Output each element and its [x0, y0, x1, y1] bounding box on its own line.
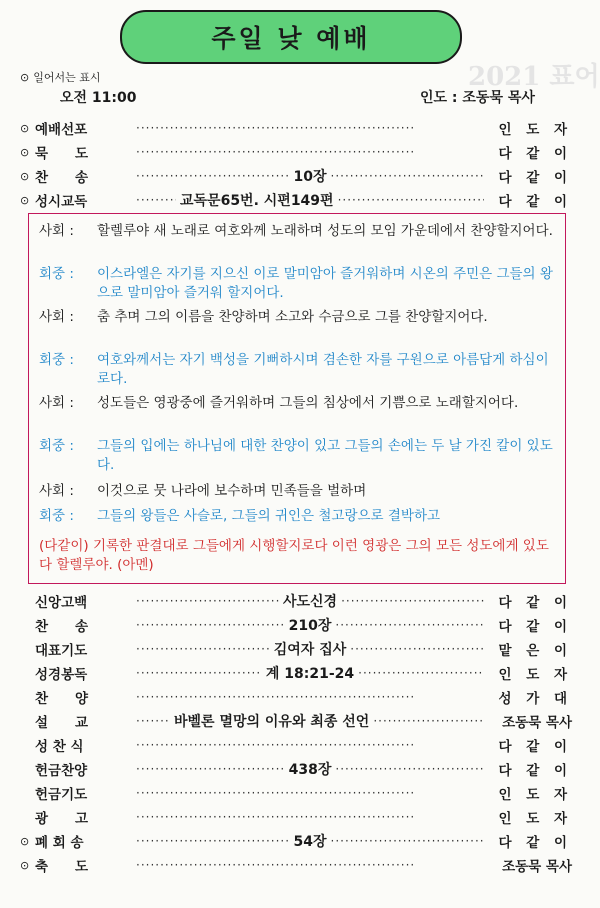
order-item-offertory [20, 757, 572, 781]
order-name: 성시교독 [35, 194, 88, 210]
order-item-creed [20, 589, 572, 613]
order-leader-dots [136, 166, 484, 186]
order-item-prayer [20, 637, 572, 661]
order-responsible: 다 같 이 [498, 619, 572, 635]
order-item-offering-prayer [20, 781, 572, 805]
order-name: 신앙고백 [35, 595, 88, 611]
order-item-sermon [20, 709, 572, 733]
order-content: 438장 [288, 762, 332, 778]
order-leader-dots [136, 786, 484, 800]
background-watermark: 2021 표어 [468, 62, 600, 92]
order-name: 찬 양 [35, 691, 89, 707]
standing-note [20, 69, 100, 85]
standing-mark-icon: ⊙ [20, 169, 30, 183]
standing-mark-icon: ⊙ [20, 145, 30, 159]
order-name: 축 도 [35, 859, 89, 875]
order-leader-dots [136, 738, 484, 752]
order-leader-dots [136, 615, 484, 635]
order-name: 광 고 [35, 811, 89, 827]
page-title: 주일 낮 예배 [120, 10, 462, 64]
order-leader-dots [136, 663, 484, 683]
order-responsible: 인 도 자 [498, 811, 572, 827]
order-item-benediction [20, 853, 572, 877]
order-responsible: 다 같 이 [498, 595, 572, 611]
responsive-line-together: (다같이) 기록한 판결대로 그들에게 시행할지로다 이런 영광은 그의 모든 성도에게 있도다 할렐루야. (아멘) [39, 538, 549, 573]
order-leader-dots [136, 591, 484, 611]
order-leader-dots [136, 145, 484, 159]
order-item-communion [20, 733, 572, 757]
order-name: 성 찬 식 [35, 739, 84, 755]
order-name: 찬 송 [35, 170, 89, 186]
order-content: 계 18:21-24 [265, 666, 355, 682]
order-responsible: 다 같 이 [498, 194, 572, 210]
responsive-line-congregation: 회중 : 그들의 왕들은 사슬로, 그들의 귀인은 철고랑으로 결박하고 [39, 508, 441, 524]
order-item-scripture [20, 661, 572, 685]
standing-mark-icon: ⊙ [20, 193, 30, 207]
order-leader-dots [136, 639, 484, 659]
order-name: 헌금기도 [35, 787, 88, 803]
order-content: 교독문65번. 시편149편 [180, 193, 334, 209]
responsive-line-leader: 사회 : 이것으로 뭇 나라에 보수하며 민족들을 벌하며 [39, 483, 367, 499]
order-item-call-to-worship [20, 116, 572, 140]
order-leader-dots [136, 690, 484, 704]
order-name: 대표기도 [35, 643, 88, 659]
order-responsible: 성 가 대 [498, 691, 572, 707]
order-responsible: 다 같 이 [498, 170, 572, 186]
order-content: 김여자 집사 [273, 642, 347, 658]
order-name: 헌금찬양 [35, 763, 88, 779]
responsive-line-congregation: 회중 : 이스라엘은 자기를 지으신 이로 말미암아 즐거워하며 시온의 주민은 그들의 왕으로 말미암아 즐거워 할지어다. [39, 266, 553, 301]
responsive-reading-box [28, 213, 566, 584]
service-leader: 인도 : 조동묵 목사 [420, 90, 535, 106]
order-content: 210장 [288, 618, 332, 634]
order-responsible: 인 도 자 [498, 122, 572, 138]
order-item-announcements [20, 805, 572, 829]
order-name: 찬 송 [35, 619, 89, 635]
order-leader-dots [136, 121, 484, 135]
order-name: 묵 도 [35, 146, 89, 162]
order-name: 성경봉독 [35, 667, 88, 683]
responsive-line-congregation: 회중 : 그들의 입에는 하나님에 대한 찬양이 있고 그들의 손에는 두 날 가진 칼이 있도다. [39, 438, 553, 473]
standing-note-text: 일어서는 표시 [33, 71, 101, 84]
order-item-hymn [20, 164, 572, 188]
order-responsible: 인 도 자 [498, 667, 572, 683]
standing-mark-icon: ⊙ [20, 834, 30, 848]
responsive-line-leader: 사회 : 성도들은 영광중에 즐거워하며 그들의 침상에서 기쁨으로 노래할지어다. [39, 395, 519, 411]
responsive-line-leader: 사회 : 춤 추며 그의 이름을 찬양하며 소고와 수금으로 그를 찬양할지어다. [39, 309, 488, 325]
order-responsible: 다 같 이 [498, 835, 572, 851]
responsive-line-congregation: 회중 : 여호와께서는 자기 백성을 기뻐하시며 겸손한 자를 구원으로 아름답게 하심이로다. [39, 352, 549, 387]
order-name: 예배선포 [35, 122, 88, 138]
order-responsible: 조동묵 목사 [502, 715, 572, 731]
order-responsible: 맡 은 이 [498, 643, 572, 659]
service-time: 오전 11:00 [60, 90, 137, 106]
standing-mark-icon: ⊙ [20, 70, 30, 84]
order-responsible: 다 같 이 [498, 146, 572, 162]
order-content: 54장 [293, 834, 327, 850]
order-leader-dots [136, 810, 484, 824]
order-item-silent-prayer [20, 140, 572, 164]
order-responsible: 다 같 이 [498, 739, 572, 755]
order-leader-dots [136, 759, 484, 779]
order-item-hymn [20, 613, 572, 637]
order-name: 설 교 [35, 715, 89, 731]
order-leader-dots [136, 711, 484, 731]
order-responsible: 다 같 이 [498, 763, 572, 779]
order-responsible: 조동묵 목사 [502, 859, 572, 875]
order-content: 바벨론 멸망의 이유와 최종 선언 [174, 714, 370, 730]
order-leader-dots [136, 190, 484, 210]
order-content: 10장 [293, 169, 327, 185]
order-leader-dots [136, 831, 484, 851]
order-leader-dots [136, 858, 484, 872]
order-item-responsive-reading [20, 188, 572, 212]
order-name: 폐 회 송 [35, 835, 84, 851]
order-responsible: 인 도 자 [498, 787, 572, 803]
responsive-line-leader: 사회 : 할렐루야 새 노래로 여호와께 노래하며 성도의 모임 가운데에서 찬양할지어다. [39, 223, 553, 239]
order-item-anthem [20, 685, 572, 709]
order-item-closing-hymn [20, 829, 572, 853]
standing-mark-icon: ⊙ [20, 858, 30, 872]
order-content: 사도신경 [282, 594, 338, 610]
standing-mark-icon: ⊙ [20, 121, 30, 135]
